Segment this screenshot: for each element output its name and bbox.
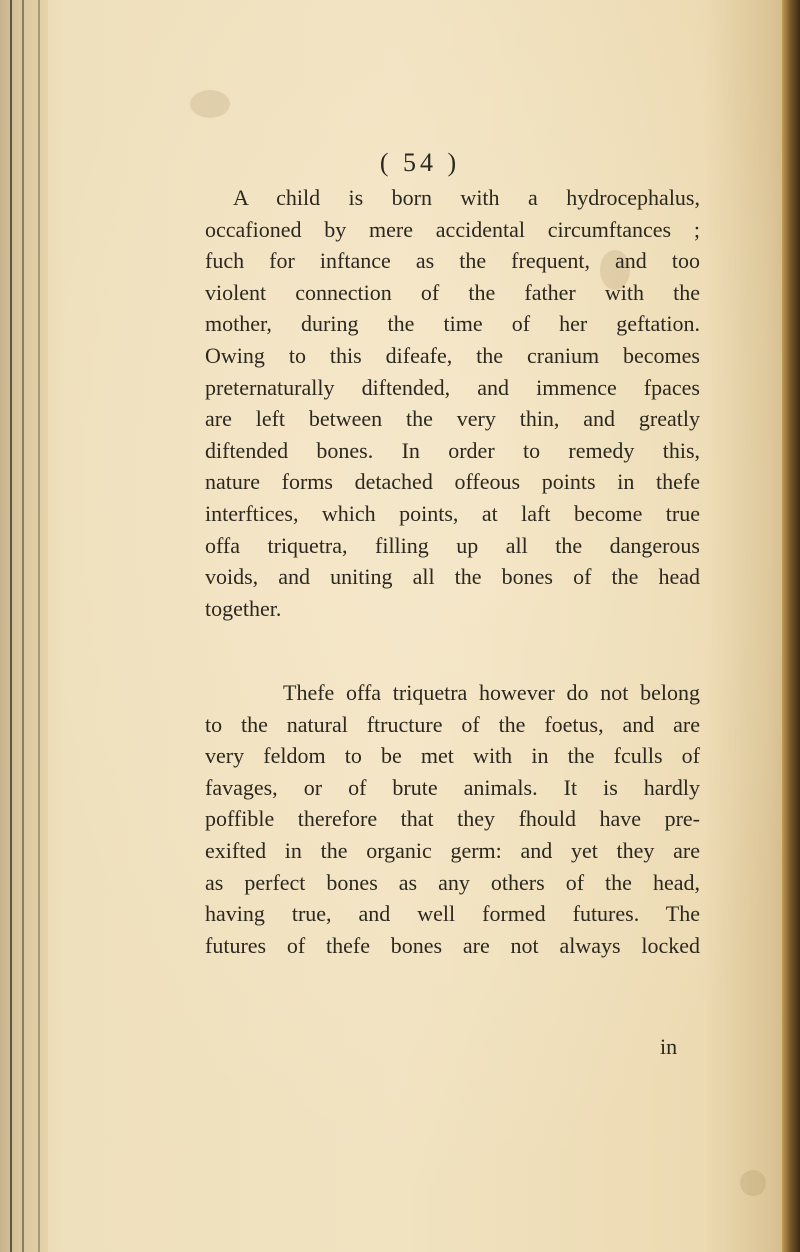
text-line: to the natural ftructure of the foetus, and are (205, 711, 700, 737)
paper-stain (190, 90, 230, 118)
text-line: nature forms detached offeous points in thefe (205, 469, 700, 495)
page-number: ( 54 ) (379, 148, 461, 177)
text-line: interftices, which points, at laft become true (205, 500, 700, 526)
text-line: offa triquetra, filling up all the dangerous (205, 532, 700, 558)
left-binding-edge (0, 0, 48, 1252)
text-line: very feldom to be met with in the fculls of (205, 743, 700, 769)
text-line: are left between the very thin, and greatly (205, 406, 700, 432)
text-line: having true, and well formed futures. The (205, 901, 700, 927)
text-line: fuch for inftance as the frequent, and too (205, 248, 700, 274)
catchword: in (660, 1034, 678, 1059)
binding-line (22, 0, 24, 1252)
text-line: poffible therefore that they fhould have pre- (205, 806, 700, 832)
binding-line (10, 0, 12, 1252)
text-line: futures of thefe bones are not always locked (205, 932, 700, 958)
binding-line (38, 0, 40, 1252)
text-line: exifted in the organic germ: and yet they are (205, 837, 700, 863)
paper-stain (740, 1170, 766, 1196)
text-line: mother, during the time of her geftation. (205, 311, 700, 337)
text-line: as perfect bones as any others of the head, (205, 869, 700, 895)
text-line: Owing to this difeafe, the cranium becomes (205, 342, 700, 368)
text-line: occafioned by mere accidental circumftances ; (205, 216, 700, 242)
text-line: together. (205, 595, 282, 621)
text-line: voids, and uniting all the bones of the head (205, 564, 700, 590)
text-line: diftended bones. In order to remedy this, (205, 437, 700, 463)
text-line: Thefe offa triquetra however do not belong (283, 680, 700, 705)
text-line: favages, or of brute animals. It is hardly (205, 774, 700, 800)
text-line: violent connection of the father with the (205, 279, 700, 305)
paragraph-1 (205, 182, 700, 624)
right-page-edge (782, 0, 800, 1252)
text-line: preternaturally diftended, and immence fpaces (205, 374, 700, 400)
paragraph-2 (205, 677, 700, 961)
text-line: A child is born with a hydrocephalus, (233, 185, 700, 210)
